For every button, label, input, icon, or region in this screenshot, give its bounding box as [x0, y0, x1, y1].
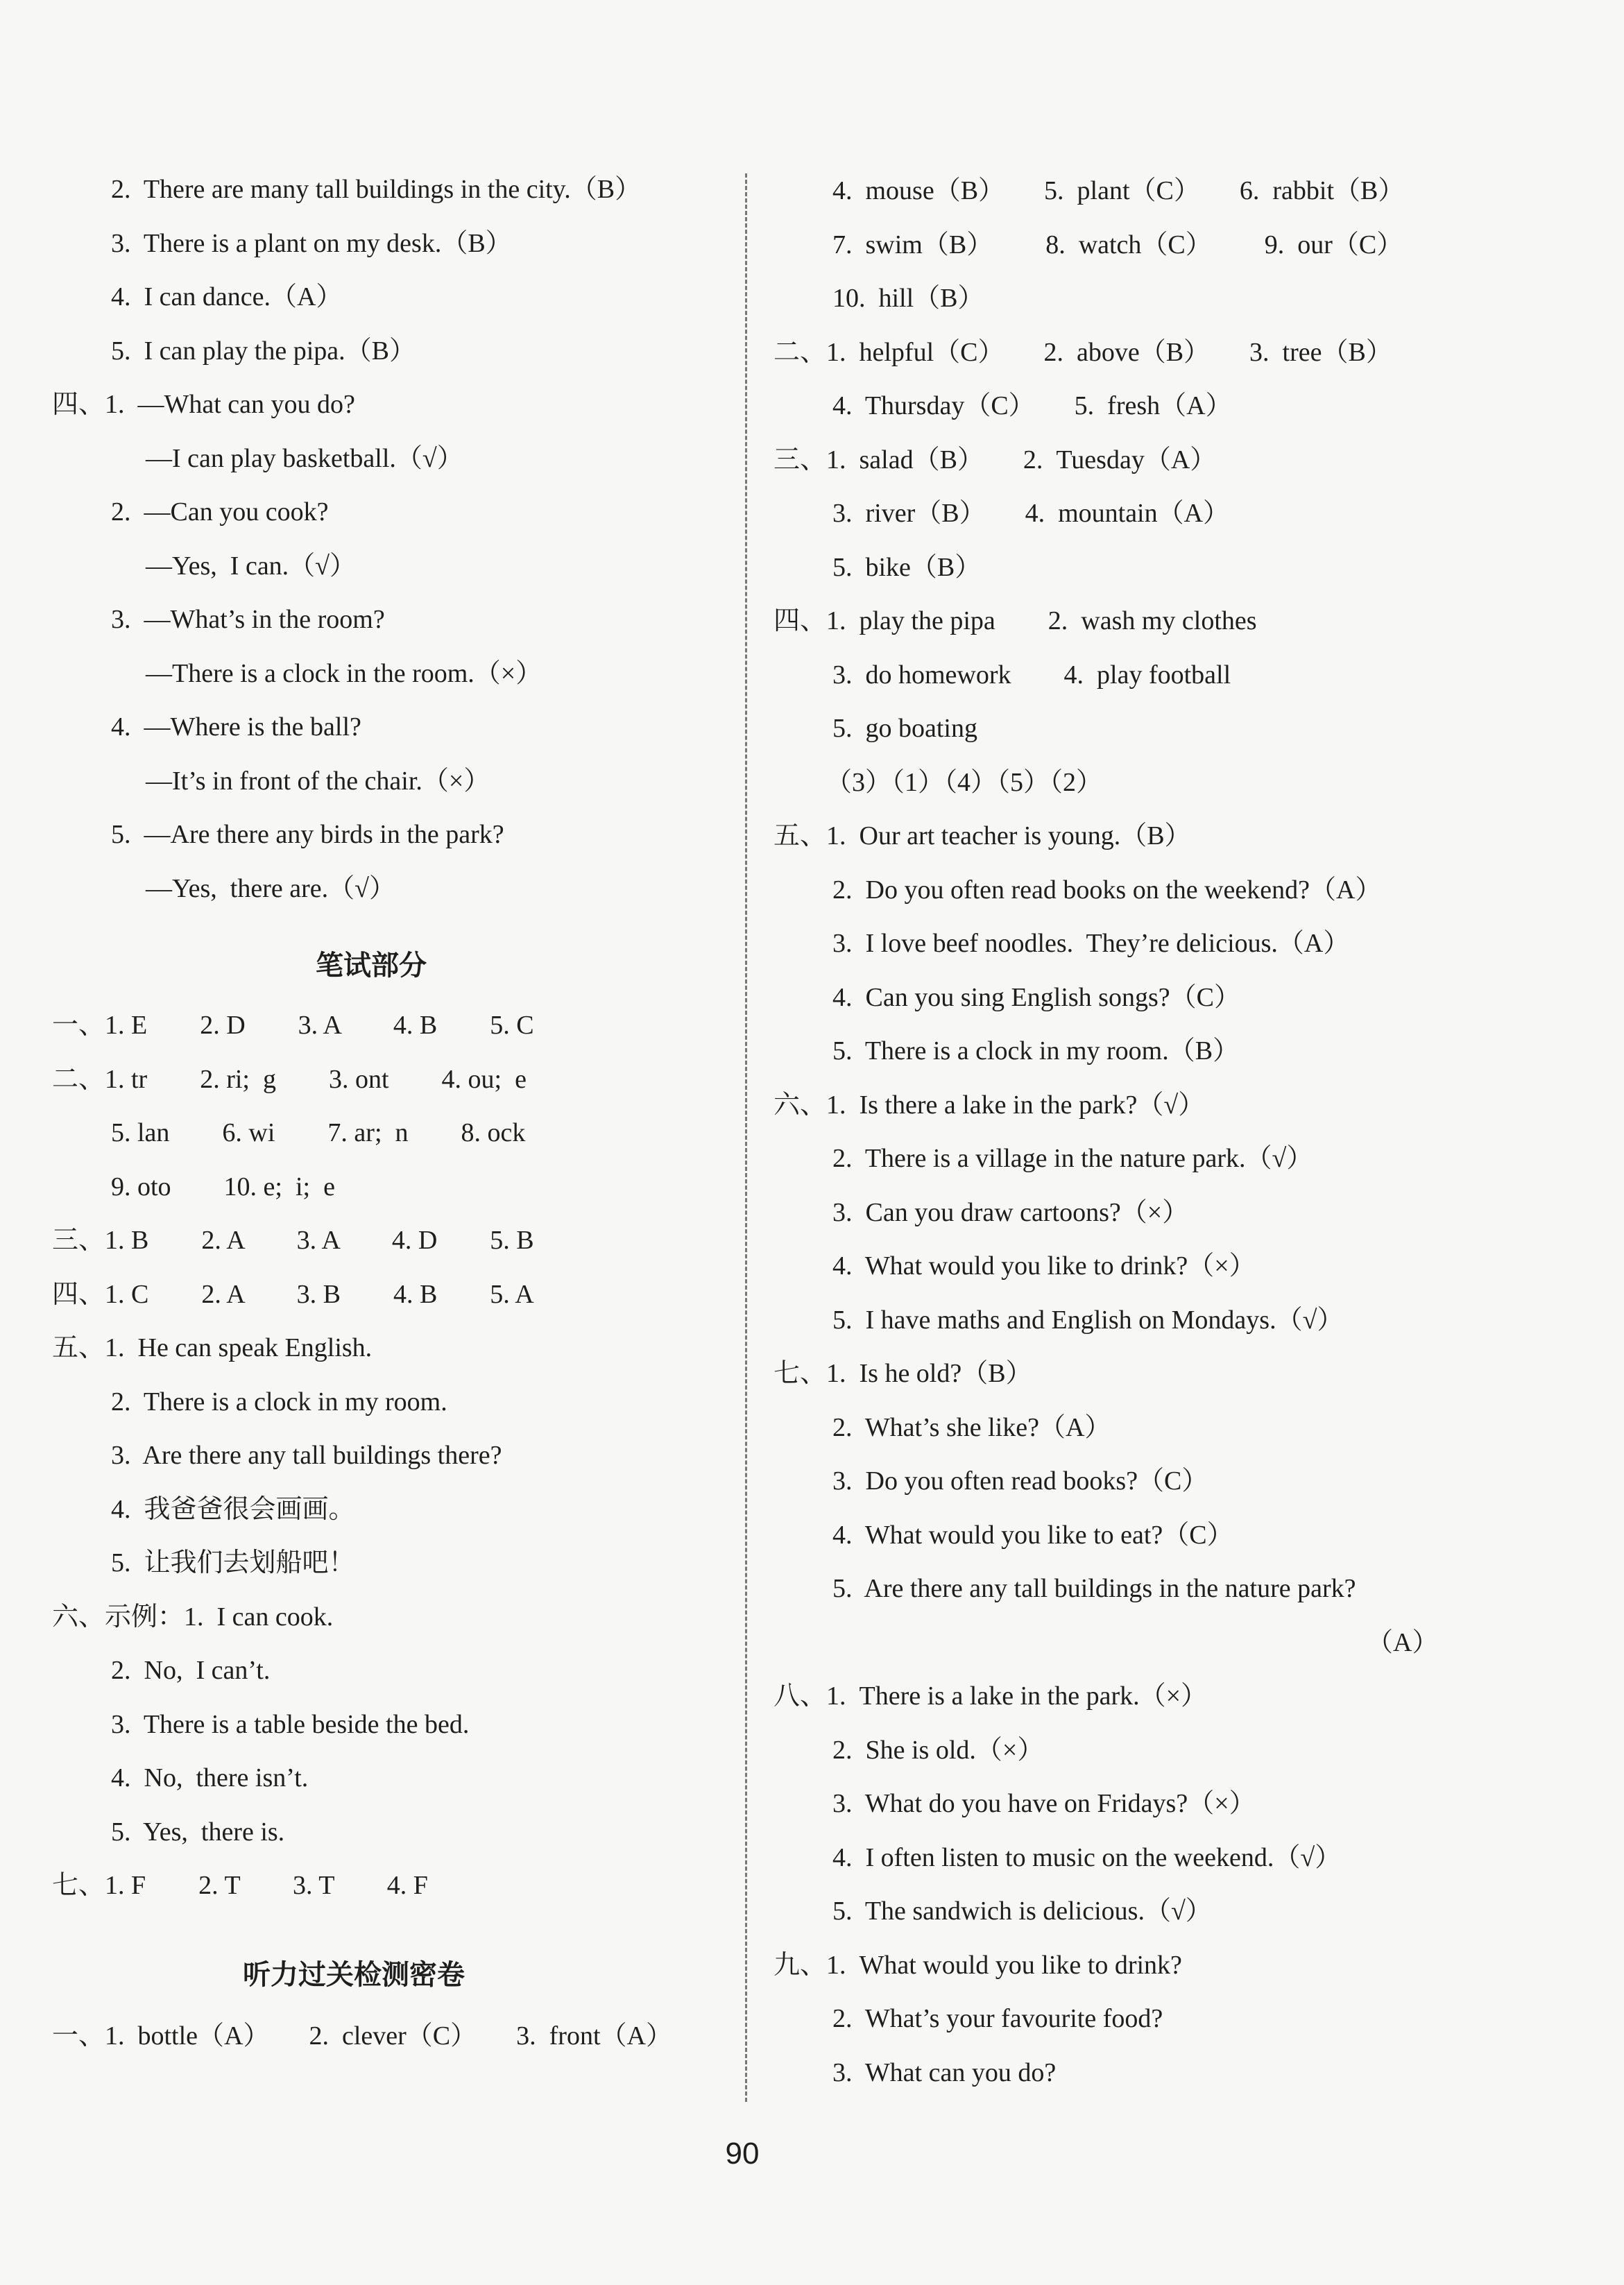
answer-line: 2. What’s your favourite food?	[832, 2004, 1163, 2033]
answer-line: 5. bike（B）	[832, 552, 982, 582]
answer-line: （A）	[1367, 1627, 1439, 1657]
answer-line: 二、1. helpful（C） 2. above（B） 3. tree（B）	[773, 337, 1392, 367]
answer-line: —I can play basketball.（√）	[146, 443, 463, 473]
answer-line: 2. —Can you cook?	[111, 497, 329, 527]
answer-line: 5. —Are there any birds in the park?	[111, 820, 504, 849]
answer-line: 3. There is a plant on my desk.（B）	[111, 228, 512, 258]
answer-line: 2. She is old.（×）	[832, 1735, 1044, 1765]
answer-line: 4. Thursday（C） 5. fresh（A）	[832, 391, 1232, 420]
answer-line: 四、1. play the pipa 2. wash my clothes	[773, 606, 1257, 635]
answer-line: 三、1. salad（B） 2. Tuesday（A）	[773, 445, 1217, 474]
answer-line: 2. Do you often read books on the weekend?（A）	[832, 875, 1382, 905]
answer-line: 2. There are many tall buildings in the city.（B）	[111, 175, 642, 204]
answer-line: 九、1. What would you like to drink?	[773, 1950, 1182, 1980]
answer-line: 3. There is a table beside the bed.	[111, 1709, 470, 1739]
answer-line: 3. I love beef noodles. They’re delicious.（A）	[832, 929, 1350, 958]
answer-line: 4. mouse（B） 5. plant（C） 6. rabbit（B）	[832, 176, 1405, 205]
answer-line: —Yes, there are.（√）	[146, 873, 395, 903]
answer-line: 4. Can you sing English songs?（C）	[832, 982, 1240, 1012]
answer-line: 一、1. bottle（A） 2. clever（C） 3. front（A）	[52, 2021, 672, 2051]
answer-line: 四、1. —What can you do?	[52, 390, 355, 419]
answer-line: 3. What can you do?	[832, 2057, 1057, 2087]
answer-line: 5. 让我们去划船吧！	[111, 1548, 355, 1577]
section-title-written: 笔试部分	[316, 950, 427, 982]
answer-line: （3）（1）（4）（5）（2）	[826, 767, 1103, 797]
answer-line: 二、1. tr 2. ri; g 3. ont 4. ou; e	[52, 1064, 527, 1094]
answer-line: 五、1. Our art teacher is young.（B）	[773, 821, 1191, 850]
answer-line: 5. Yes, there is.	[111, 1817, 285, 1847]
answer-line: 3. do homework 4. play football	[832, 660, 1231, 690]
answer-line: 三、1. B 2. A 3. A 4. D 5. B	[52, 1226, 534, 1255]
answer-line: —Yes, I can.（√）	[146, 551, 357, 581]
answer-line: 4. What would you like to eat?（C）	[832, 1520, 1233, 1550]
answer-line: 10. hill（B）	[832, 284, 984, 313]
answer-line: 5. There is a clock in my room.（B）	[832, 1036, 1240, 1066]
answer-line: 5. go boating	[832, 714, 977, 743]
answer-line: 2. There is a clock in my room.	[111, 1387, 447, 1417]
answer-line: 五、1. He can speak English.	[52, 1333, 373, 1362]
answer-line: 3. Are there any tall buildings there?	[111, 1441, 502, 1470]
answer-line: 4. —Where is the ball?	[111, 712, 361, 742]
answer-line: 六、1. Is there a lake in the park?（√）	[773, 1090, 1205, 1120]
answer-line: —There is a clock in the room.（×）	[146, 658, 542, 688]
answer-line: 9. oto 10. e; i; e	[111, 1172, 335, 1201]
answer-line: 2. What’s she like?（A）	[832, 1412, 1111, 1442]
answer-line: 2. There is a village in the nature park.（√）	[832, 1144, 1313, 1173]
answer-line: 3. Can you draw cartoons?（×）	[832, 1197, 1189, 1227]
answer-line: 5. The sandwich is delicious.（√）	[832, 1897, 1212, 1926]
answer-line: 3. What do you have on Fridays?（×）	[832, 1789, 1256, 1818]
column-divider	[745, 173, 747, 2102]
answer-line: 4. What would you like to drink?（×）	[832, 1251, 1256, 1281]
answer-line: 3. river（B） 4. mountain（A）	[832, 499, 1230, 528]
answer-line: 5. I have maths and English on Mondays.（√）	[832, 1305, 1344, 1335]
answer-line: 七、1. Is he old?（B）	[773, 1359, 1032, 1388]
page-number: 90	[725, 2137, 760, 2171]
answer-line: —It’s in front of the chair.（×）	[146, 766, 490, 796]
answer-line: 一、1. E 2. D 3. A 4. B 5. C	[52, 1011, 534, 1040]
answer-line: 3. —What’s in the room?	[111, 605, 385, 634]
answer-line: 4. I often listen to music on the weekend.（√）	[832, 1842, 1342, 1872]
answer-line: 七、1. F 2. T 3. T 4. F	[52, 1871, 428, 1900]
answer-line: 5. lan 6. wi 7. ar; n 8. ock	[111, 1118, 526, 1147]
section-title-listening: 听力过关检测密卷	[243, 1959, 465, 1991]
answer-line: 5. I can play the pipa.（B）	[111, 336, 416, 366]
answer-line: 7. swim（B） 8. watch（C） 9. our（C）	[832, 230, 1403, 259]
answer-line: 4. I can dance.（A）	[111, 282, 343, 311]
answer-line: 5. Are there any tall buildings in the nature park?	[832, 1574, 1356, 1603]
answer-line: 4. 我爸爸很会画画。	[111, 1494, 355, 1524]
answer-line: 八、1. There is a lake in the park.（×）	[773, 1681, 1208, 1711]
answer-line: 4. No, there isn’t.	[111, 1763, 309, 1792]
answer-line: 3. Do you often read books?（C）	[832, 1466, 1208, 1496]
answer-line: 四、1. C 2. A 3. B 4. B 5. A	[52, 1279, 534, 1309]
answer-line: 2. No, I can’t.	[111, 1656, 271, 1685]
answer-line: 六、示例：1. I can cook.	[52, 1602, 334, 1632]
